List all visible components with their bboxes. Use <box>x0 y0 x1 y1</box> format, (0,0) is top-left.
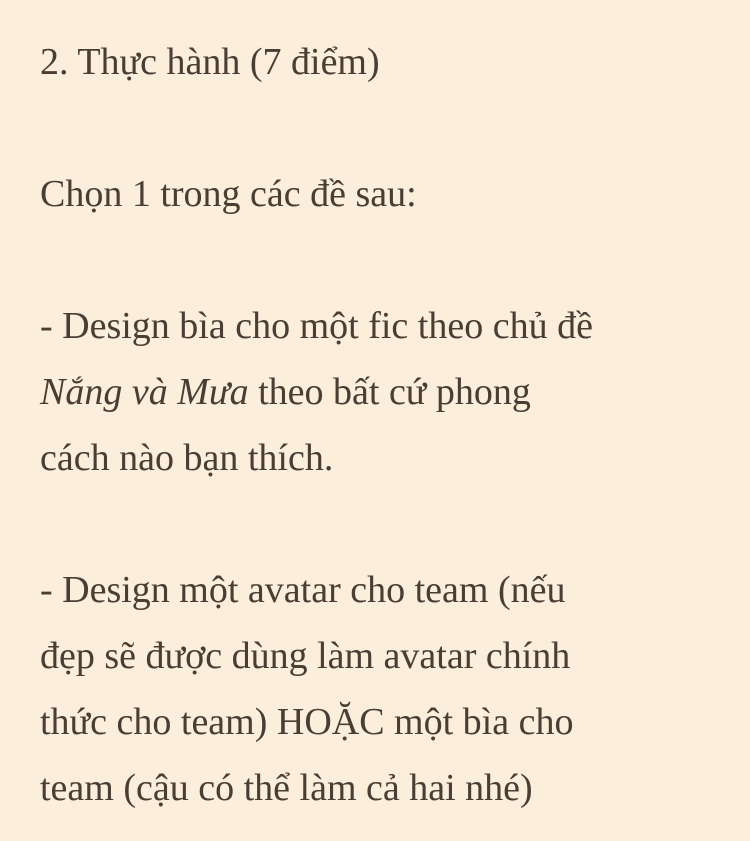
option-2-line-3: thức cho team) HOẶC một bìa cho <box>40 701 574 743</box>
option-2-line-4: team (cậu có thể làm cả hai nhé) <box>40 767 533 809</box>
option-2-line-1: - Design một avatar cho team (nếu <box>40 569 566 611</box>
option-1-line-2-rest: theo bất cứ phong <box>248 371 531 413</box>
option-2 <box>40 557 710 821</box>
option-1-line-2 <box>40 359 710 425</box>
option-1-line-3: cách nào bạn thích. <box>40 437 334 479</box>
spacer <box>40 95 710 161</box>
theme-title: Nắng và Mưa <box>40 371 249 413</box>
intro-text: Chọn 1 trong các đề sau: <box>40 173 417 215</box>
option-2-line-2: đẹp sẽ được dùng làm avatar chính <box>40 635 571 677</box>
spacer <box>40 227 710 293</box>
section-title: 2. Thực hành (7 điểm) <box>40 41 380 83</box>
option-1-line-1: - Design bìa cho một fic theo chủ đề <box>40 305 593 347</box>
spacer <box>40 491 710 557</box>
option-1 <box>40 293 710 491</box>
